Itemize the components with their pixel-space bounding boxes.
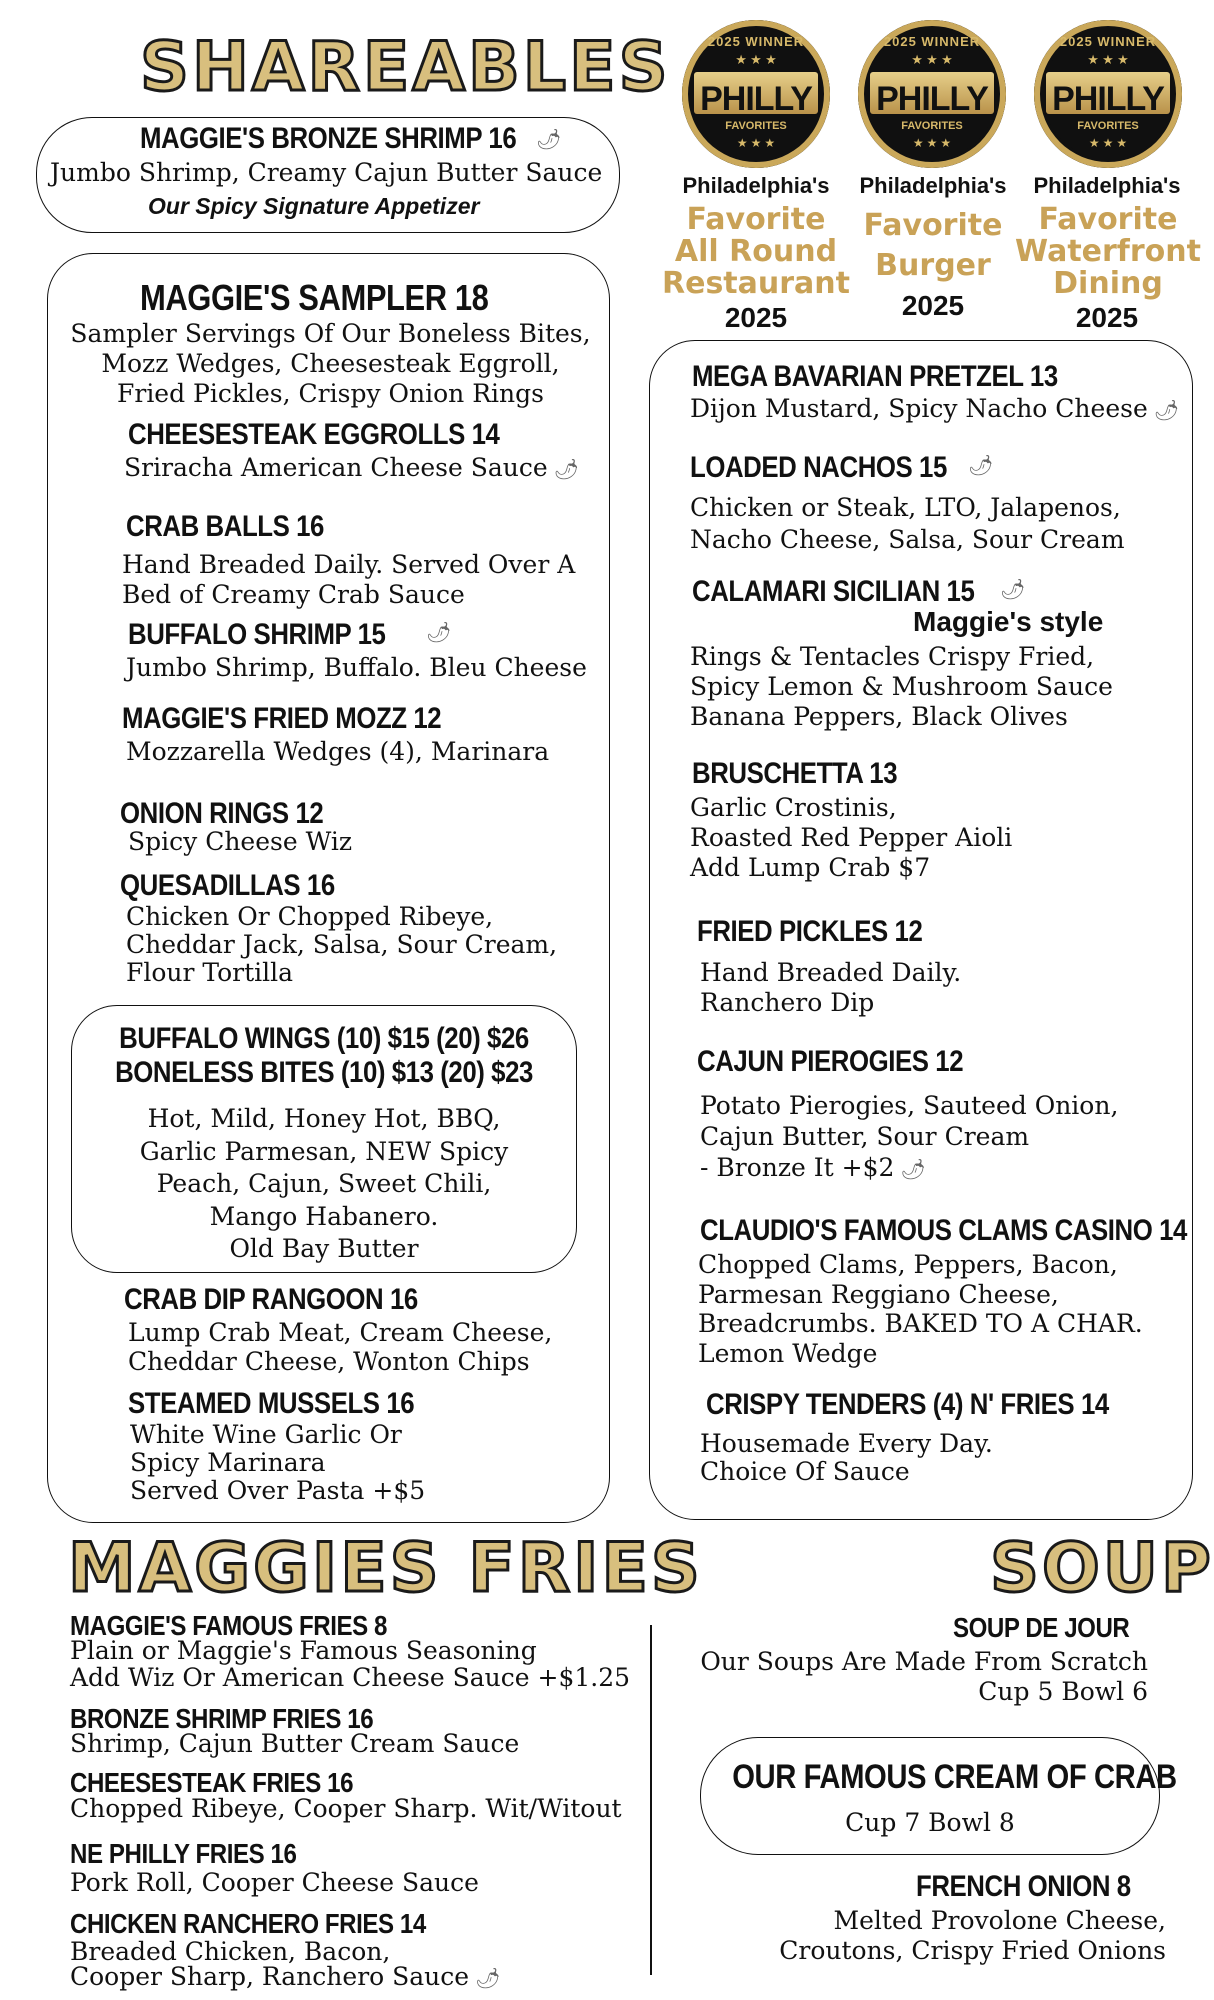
item-desc: Cup 7 Bowl 8 bbox=[845, 1808, 1015, 1837]
award-year: 2025 bbox=[901, 290, 965, 321]
philly-favorites-badge: 2025 WINNER ★ ★ ★ PHILLY FAVORITES ★ ★ ★ bbox=[682, 20, 830, 168]
wings-price-line: BUFFALO WINGS (10) $15 (20) $26 bbox=[119, 1022, 529, 1055]
item-desc: Our Soups Are Made From Scratch Cup 5 Bowl 6 bbox=[700, 1647, 1148, 1706]
item-name: CALAMARI SICILIAN 15 bbox=[692, 575, 975, 608]
award-city: Philadelphia's bbox=[1033, 173, 1181, 198]
item-desc: Housemade Every Day. Choice Of Sauce bbox=[700, 1429, 993, 1486]
award-category: Favorite Waterfront Dining bbox=[1015, 202, 1201, 301]
philly-favorites-badge: 2025 WINNER ★ ★ ★ PHILLY FAVORITES ★ ★ ★ bbox=[858, 20, 1006, 168]
chili-pepper-icon: 🌶 bbox=[426, 620, 452, 644]
item-desc: Plain or Maggie's Famous Seasoning Add Wiz Or American Cheese Sauce +$1.25 bbox=[70, 1636, 631, 1692]
item-name: ONION RINGS 12 bbox=[120, 797, 324, 830]
item-name: FRIED PICKLES 12 bbox=[697, 915, 923, 948]
soup-title: SOUP bbox=[990, 1529, 1214, 1608]
chili-pepper-icon: 🌶 bbox=[1153, 398, 1180, 422]
item-name: FRENCH ONION 8 bbox=[916, 1870, 1131, 1903]
item-desc: Chopped Ribeye, Cooper Sharp. Wit/Witout bbox=[70, 1794, 622, 1823]
item-name: CHEESESTEAK EGGROLLS 14 bbox=[128, 418, 500, 451]
item-name: MAGGIE'S FRIED MOZZ 12 bbox=[122, 702, 442, 735]
item-desc: Dijon Mustard, Spicy Nacho Cheese 🌶 bbox=[690, 394, 1180, 423]
item-desc: Rings & Tentacles Crispy Fried, Spicy Lemon & Mushroom Sauce Banana Peppers, Black Olives bbox=[690, 642, 1113, 731]
item-name: CRAB DIP RANGOON 16 bbox=[124, 1283, 418, 1316]
item-desc: Sampler Servings Of Our Boneless Bites, Mozz Wedges, Cheesesteak Eggroll, Fried Pickles, Crispy Onion Rings bbox=[70, 319, 591, 408]
item-name: LOADED NACHOS 15 bbox=[690, 451, 947, 484]
chili-pepper-icon: 🌶 bbox=[900, 1157, 926, 1181]
philly-favorites-badge: 2025 WINNER ★ ★ ★ PHILLY FAVORITES ★ ★ ★ bbox=[1034, 20, 1182, 168]
item-desc: Jumbo Shrimp, Buffalo. Bleu Cheese bbox=[126, 653, 587, 682]
item-name: MEGA BAVARIAN PRETZEL 13 bbox=[692, 360, 1058, 393]
chili-pepper-icon: 🌶 bbox=[475, 1966, 501, 1990]
award-city: Philadelphia's bbox=[859, 173, 1007, 198]
item-name: CLAUDIO'S FAMOUS CLAMS CASINO 14 bbox=[700, 1214, 1187, 1247]
award-category: Favorite Burger bbox=[863, 208, 1003, 283]
item-name: QUESADILLAS 16 bbox=[120, 869, 335, 902]
column-divider bbox=[650, 1625, 652, 1975]
item-desc: Potato Pierogies, Sauteed Onion, Cajun Butter, Sour Cream - Bronze It +$2 🌶 bbox=[700, 1091, 1119, 1182]
award-category: Favorite All Round Restaurant bbox=[662, 202, 850, 301]
item-desc: Melted Provolone Cheese, Croutons, Crispy Fried Onions bbox=[779, 1906, 1166, 1965]
item-desc: Spicy Cheese Wiz bbox=[128, 827, 353, 856]
item-desc: Shrimp, Cajun Butter Cream Sauce bbox=[70, 1729, 520, 1758]
item-name: BRONZE SHRIMP FRIES 16 bbox=[70, 1703, 374, 1734]
item-desc: Jumbo Shrimp, Creamy Cajun Butter Sauce bbox=[50, 158, 603, 187]
item-desc: Garlic Crostinis, Roasted Red Pepper Aioli Add Lump Crab $7 bbox=[690, 793, 1013, 882]
item-name: BRUSCHETTA 13 bbox=[692, 757, 898, 790]
item-name: CRAB BALLS 16 bbox=[126, 510, 324, 543]
chili-pepper-icon: 🌶 bbox=[1000, 577, 1026, 601]
chili-pepper-icon: 🌶 bbox=[968, 453, 994, 477]
item-name: CRISPY TENDERS (4) N' FRIES 14 bbox=[706, 1388, 1109, 1421]
chili-pepper-icon: 🌶 bbox=[536, 127, 562, 151]
item-desc: Breaded Chicken, Bacon, Cooper Sharp, Ranchero Sauce 🌶 bbox=[70, 1937, 501, 1991]
item-name: CAJUN PIEROGIES 12 bbox=[697, 1045, 964, 1078]
item-desc: White Wine Garlic Or Spicy Marinara Served Over Pasta +$5 bbox=[130, 1420, 426, 1505]
fries-title: MAGGIES FRIES bbox=[68, 1529, 703, 1608]
item-desc: Chicken or Steak, LTO, Jalapenos, Nacho Cheese, Salsa, Sour Cream bbox=[690, 493, 1125, 554]
item-name: SOUP DE JOUR bbox=[953, 1612, 1130, 1643]
award-year: 2025 bbox=[1075, 302, 1139, 333]
item-desc: Sriracha American Cheese Sauce 🌶 bbox=[124, 453, 580, 482]
item-desc: Pork Roll, Cooper Cheese Sauce bbox=[70, 1868, 479, 1897]
item-name: OUR FAMOUS CREAM OF CRAB bbox=[732, 1758, 1177, 1796]
item-name: STEAMED MUSSELS 16 bbox=[128, 1387, 415, 1420]
item-name: MAGGIE'S BRONZE SHRIMP 16 bbox=[140, 122, 517, 155]
shareables-title: SHAREABLES bbox=[140, 28, 671, 107]
boneless-price-line: BONELESS BITES (10) $13 (20) $23 bbox=[115, 1056, 533, 1089]
item-name: NE PHILLY FRIES 16 bbox=[70, 1838, 297, 1869]
calamari-style: Maggie's style bbox=[913, 606, 1104, 637]
chili-pepper-icon: 🌶 bbox=[553, 457, 580, 481]
item-name: MAGGIE'S FAMOUS FRIES 8 bbox=[70, 1610, 387, 1641]
signature-tag: Our Spicy Signature Appetizer bbox=[148, 193, 480, 219]
award-year: 2025 bbox=[724, 302, 788, 333]
award-city: Philadelphia's bbox=[682, 173, 830, 198]
item-desc: Lump Crab Meat, Cream Cheese, Cheddar Cheese, Wonton Chips bbox=[128, 1318, 553, 1376]
item-name: BUFFALO SHRIMP 15 bbox=[128, 618, 386, 651]
wing-sauces: Hot, Mild, Honey Hot, BBQ, Garlic Parmesan, NEW Spicy Peach, Cajun, Sweet Chili, Mango Habanero. Old Bay Butter bbox=[139, 1104, 509, 1263]
item-name: CHICKEN RANCHERO FRIES 14 bbox=[70, 1908, 426, 1939]
item-desc: Mozzarella Wedges (4), Marinara bbox=[126, 737, 550, 766]
item-desc: Hand Breaded Daily. Ranchero Dip bbox=[700, 958, 962, 1017]
item-name: CHEESESTEAK FRIES 16 bbox=[70, 1767, 354, 1798]
item-desc: Hand Breaded Daily. Served Over A Bed of Creamy Crab Sauce bbox=[122, 550, 576, 609]
item-name: MAGGIE'S SAMPLER 18 bbox=[140, 277, 489, 318]
item-desc: Chicken Or Chopped Ribeye, Cheddar Jack, Salsa, Sour Cream, Flour Tortilla bbox=[126, 902, 558, 987]
item-desc: Chopped Clams, Peppers, Bacon, Parmesan Reggiano Cheese, Breadcrumbs. BAKED TO A CHAR. Lemon Wedge bbox=[698, 1250, 1143, 1368]
